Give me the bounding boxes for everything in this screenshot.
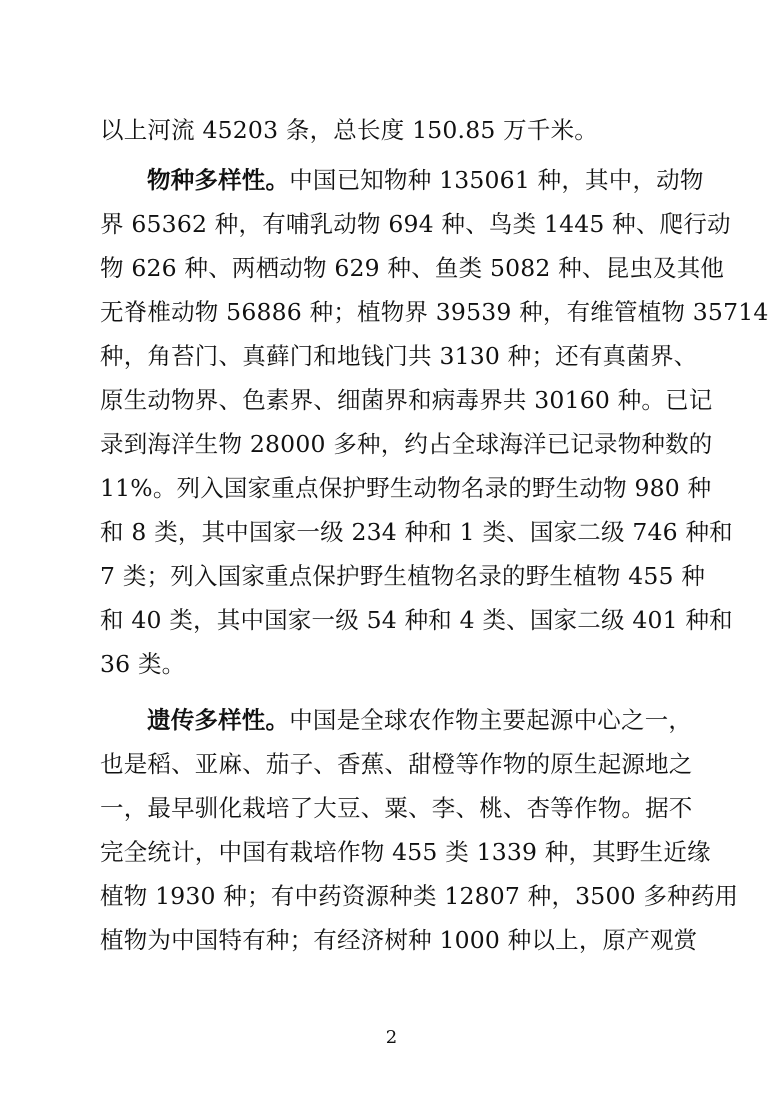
text-span: 中国已知物种 135061 种，其中，动物: [289, 166, 704, 194]
text-line: 和 8 类，其中国家一级 234 种和 1 类、国家二级 746 种和: [100, 518, 733, 546]
text-line: 植物 1930 种；有中药资源种类 12807 种，3500 多种药用: [100, 882, 739, 910]
text-line: 也是稻、亚麻、茄子、香蕉、甜橙等作物的原生起源地之: [100, 750, 693, 778]
text-line: 原生动物界、色素界、细菌界和病毒界共 30160 种。已记: [100, 386, 713, 414]
paragraph-first-line: [147, 158, 704, 202]
text-line: 物 626 种、两栖动物 629 种、鱼类 5082 种、昆虫及其他: [100, 254, 725, 282]
page-number: 2: [385, 1027, 398, 1048]
text-line: 录到海洋生物 28000 多种，约占全球海洋已记录物种数的: [100, 430, 713, 458]
section-heading: 遗传多样性。: [147, 706, 290, 734]
text-line: 36 类。: [100, 650, 186, 678]
text-line: 无脊椎动物 56886 种；植物界 39539 种，有维管植物 35714: [100, 298, 769, 326]
text-line: 界 65362 种，有哺乳动物 694 种、鸟类 1445 种、爬行动: [100, 210, 731, 238]
text-line: 种，角苔门、真藓门和地钱门共 3130 种；还有真菌界、: [100, 342, 698, 370]
section-heading: 物种多样性。: [147, 166, 290, 194]
text-line: 一，最早驯化栽培了大豆、粟、李、桃、杏等作物。据不: [100, 794, 693, 822]
text-line: 和 40 类，其中国家一级 54 种和 4 类、国家二级 401 种和: [100, 606, 733, 634]
text-line: 以上河流 45203 条，总长度 150.85 万千米。: [100, 116, 598, 144]
text-line: 植物为中国特有种；有经济树种 1000 种以上，原产观赏: [100, 926, 698, 954]
text-line: 7 类；列入国家重点保护野生植物名录的野生植物 455 种: [100, 562, 706, 590]
text-line: 11%。列入国家重点保护野生动物名录的野生动物 980 种: [100, 474, 712, 502]
text-span: 中国是全球农作物主要起源中心之一，: [289, 706, 693, 734]
paragraph-first-line: [147, 698, 693, 742]
text-line: 完全统计，中国有栽培作物 455 类 1339 种，其野生近缘: [100, 838, 711, 866]
